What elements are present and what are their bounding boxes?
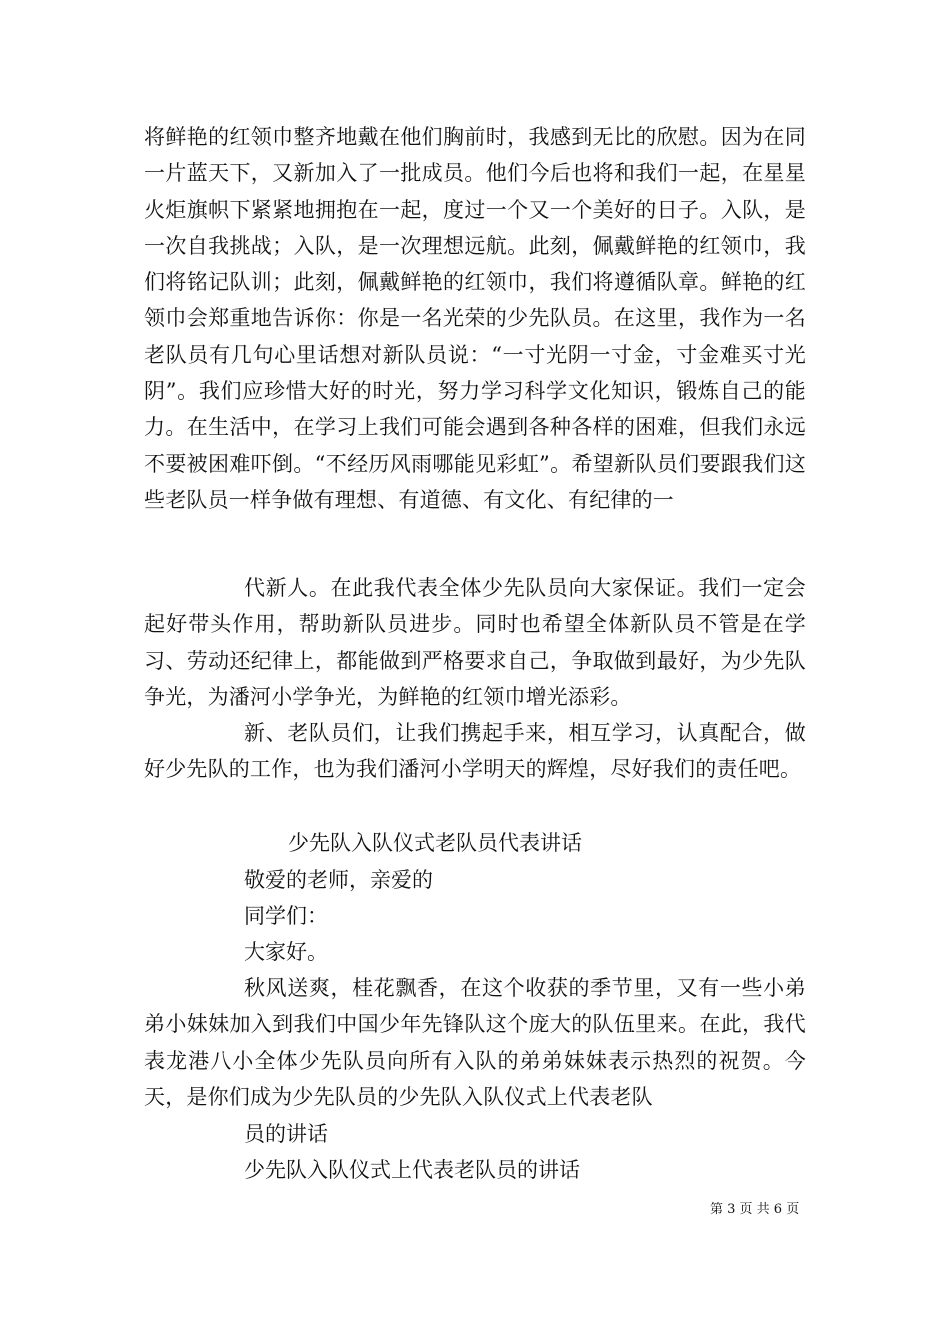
section-title: 少先队入队仪式老队员代表讲话 (288, 831, 582, 855)
body-paragraph: 代新人。在此我代表全体少先队员向大家保证。我们一定会起好带头作用，帮助新队员进步。同时也希望全体新队员不管是在学习、劳动还纪律上，都能做到严格要求自己，争取做到最好，为少先队争光，为潘河小学争光，为鲜艳的红领巾增光添彩。 (144, 576, 806, 709)
body-paragraph: 秋风送爽，桂花飘香，在这个收获的季节里，又有一些小弟弟小妹妹加入到我们中国少年先锋队这个庞大的队伍里来。在此，我代表龙港八小全体少先队员向所有入队的弟弟妹妹表示热烈的祝贺。今天，是你们成为少先队员的少先队入队仪式上代表老队 (144, 976, 806, 1109)
body-paragraph: 将鲜艳的红领巾整齐地戴在他们胸前时，我感到无比的欣慰。因为在同一片蓝天下，又新加入了一批成员。他们今后也将和我们一起，在星星火炬旗帜下紧紧地拥抱在一起，度过一个又一个美好的日子。入队，是一次自我挑战；入队，是一次理想远航。此刻，佩戴鲜艳的红领巾，我们将铭记队训；此刻，佩戴鲜艳的红领巾，我们将遵循队章。鲜艳的红领巾会郑重地告诉你：你是一名光荣的少先队员。在这里，我作为一名老队员有几句心里话想对新队员说：“一寸光阴一寸金，寸金难买寸光阴”。我们应珍惜大好的时光，努力学习科学文化知识，锻炼自己的能力。在生活中，在学习上我们可能会遇到各种各样的困难，但我们永远不要被困难吓倒。“不经历风雨哪能见彩虹”。希望新队员们要跟我们这些老队员一样争做有理想、有道德、有文化、有纪律的一 (144, 125, 806, 512)
greeting-line: 大家好。 (244, 940, 328, 964)
body-paragraph: 新、老队员们，让我们携起手来，相互学习，认真配合，做好少先队的工作，也为我们潘河小学明天的辉煌，尽好我们的责任吧。 (144, 721, 806, 782)
body-line: 少先队入队仪式上代表老队员的讲话 (244, 1158, 580, 1182)
body-line: 员的讲话 (244, 1122, 328, 1146)
greeting-line: 同学们： (244, 904, 328, 928)
greeting-line: 敬爱的老师，亲爱的 (244, 868, 433, 892)
page-number: 第 3 页 共 6 页 (710, 1202, 800, 1217)
